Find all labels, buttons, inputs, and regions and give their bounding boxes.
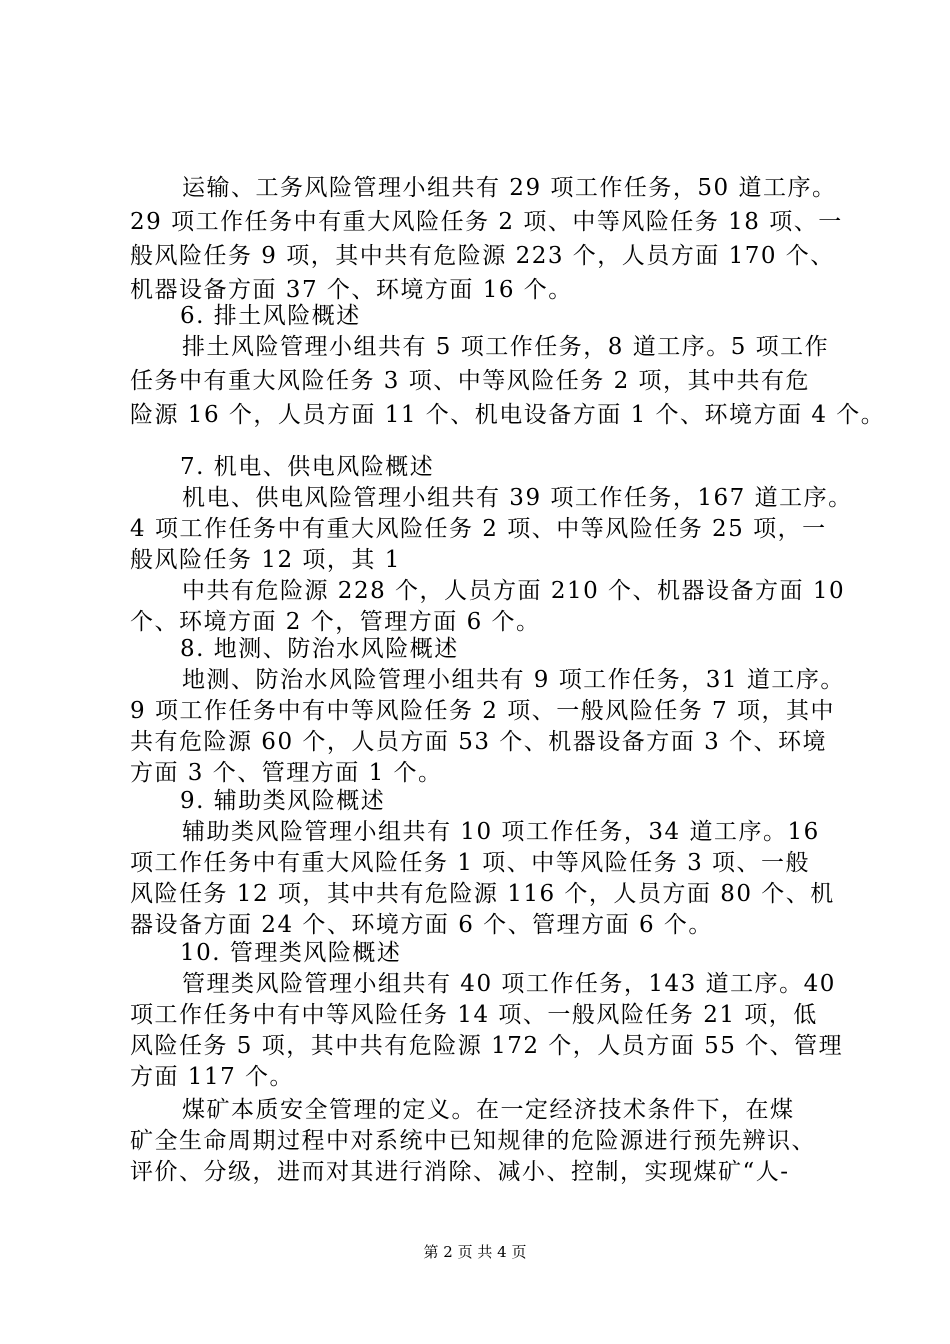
text-line: 4 项工作任务中有重大风险任务 2 项、中等风险任务 25 项，一 — [130, 516, 827, 542]
text-line: 评价、分级，进而对其进行消除、减小、控制，实现煤矿“人- — [130, 1159, 790, 1185]
section-heading: 8. 地测、防治水风险概述 — [180, 636, 459, 662]
section-heading: 9. 辅助类风险概述 — [180, 788, 386, 814]
text-line: 运输、工务风险管理小组共有 29 项工作任务，50 道工序。 — [182, 175, 837, 201]
text-line: 般风险任务 9 项，其中共有危险源 223 个，人员方面 170 个、 — [130, 243, 835, 269]
text-line: 任务中有重大风险任务 3 项、中等风险任务 2 项，其中共有危 — [130, 368, 811, 394]
text-line: 9 项工作任务中有中等风险任务 2 项、一般风险任务 7 项，其中 — [130, 698, 835, 724]
section-heading: 7. 机电、供电风险概述 — [180, 454, 435, 480]
text-line: 29 项工作任务中有重大风险任务 2 项、中等风险任务 18 项、一 — [130, 209, 843, 235]
section-heading: 6. 排土风险概述 — [180, 303, 361, 329]
text-line: 项工作任务中有中等风险任务 14 项、一般风险任务 21 项，低 — [130, 1002, 818, 1028]
text-line: 矿全生命周期过程中对系统中已知规律的危险源进行预先辨识、 — [130, 1128, 816, 1154]
section-heading: 10. 管理类风险概述 — [180, 940, 402, 966]
text-line: 项工作任务中有重大风险任务 1 项、中等风险任务 3 项、一般 — [130, 850, 811, 876]
text-line: 管理类风险管理小组共有 40 项工作任务，143 道工序。40 — [182, 971, 836, 997]
text-line: 煤矿本质安全管理的定义。在一定经济技术条件下，在煤 — [182, 1097, 795, 1123]
text-line: 机器设备方面 37 个、环境方面 16 个。 — [130, 277, 573, 303]
text-line: 共有危险源 60 个，人员方面 53 个、机器设备方面 3 个、环境 — [130, 729, 828, 755]
text-line: 排土风险管理小组共有 5 项工作任务，8 道工序。5 项工作 — [182, 334, 830, 360]
text-line: 辅助类风险管理小组共有 10 项工作任务，34 道工序。16 — [182, 819, 820, 845]
text-line: 风险任务 12 项，其中共有危险源 116 个，人员方面 80 个、机 — [130, 881, 835, 907]
text-line: 中共有危险源 228 个，人员方面 210 个、机器设备方面 10 — [182, 578, 846, 604]
page-footer: 第 2 页 共 4 页 — [423, 1243, 527, 1261]
text-line: 器设备方面 24 个、环境方面 6 个、管理方面 6 个。 — [130, 912, 713, 938]
text-line: 方面 117 个。 — [130, 1064, 295, 1090]
text-line: 险源 16 个，人员方面 11 个、机电设备方面 1 个、环境方面 4 个。 — [130, 402, 886, 428]
text-line: 般风险任务 12 项，其 1 — [130, 547, 401, 573]
text-line: 地测、防治水风险管理小组共有 9 项工作任务，31 道工序。 — [182, 667, 845, 693]
text-line: 个、环境方面 2 个，管理方面 6 个。 — [130, 609, 541, 635]
text-line: 机电、供电风险管理小组共有 39 项工作任务，167 道工序。 — [182, 485, 853, 511]
text-line: 方面 3 个、管理方面 1 个。 — [130, 760, 443, 786]
text-line: 风险任务 5 项，其中共有危险源 172 个，人员方面 55 个、管理 — [130, 1033, 844, 1059]
